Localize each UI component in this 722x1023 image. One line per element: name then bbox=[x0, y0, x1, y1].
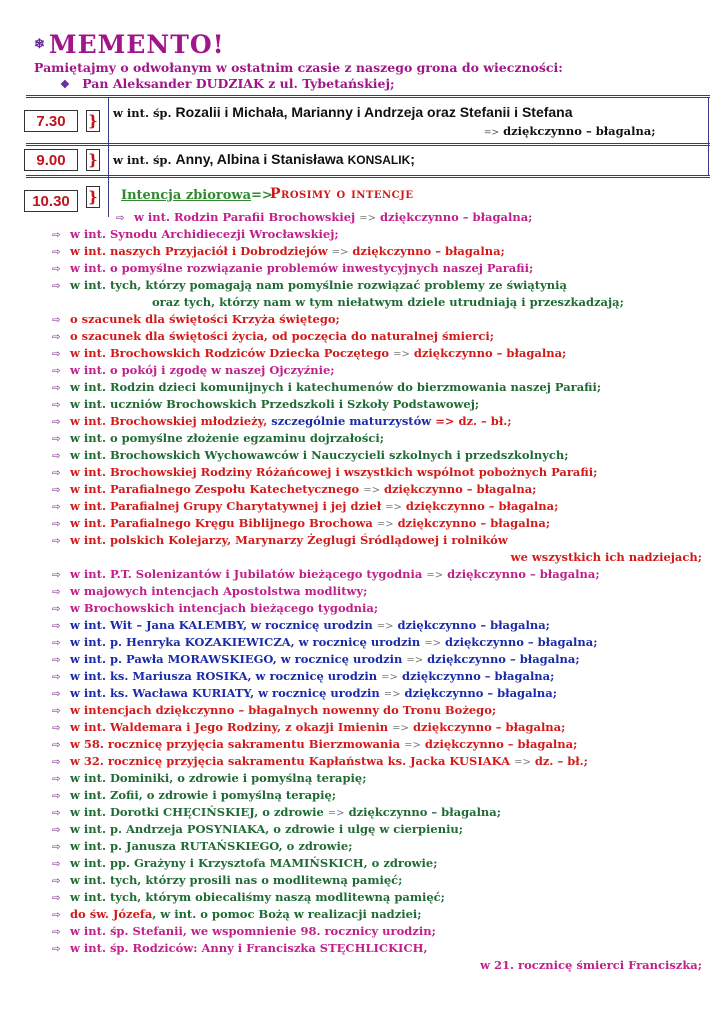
list-item-text: , w int. o pomoc Bożą w realizacji nadziei; bbox=[152, 907, 422, 921]
list-item-text: w int. Rodzin dzieci komunijnych i katechumenów do bierzmowania naszej Parafii; bbox=[70, 380, 602, 394]
arrow-bullet-icon: ⇨ bbox=[52, 230, 61, 241]
list-item-text: w int. Parafialnego Zespołu Katechetycznego bbox=[70, 482, 364, 496]
arrow-bullet-icon: ⇨ bbox=[52, 434, 61, 445]
brace-icon: } bbox=[86, 110, 100, 132]
list-item bbox=[52, 839, 712, 856]
list-item bbox=[52, 312, 712, 329]
list-item-text: w majowych intencjach Apostolstwa modlitwy; bbox=[70, 584, 368, 598]
arrow-bullet-icon: ⇨ bbox=[52, 910, 61, 921]
list-item bbox=[52, 414, 712, 431]
list-item-text: w int. ks. Wacława KURIATY, w rocznicę urodzin bbox=[70, 686, 384, 700]
list-item bbox=[52, 941, 712, 958]
list-item-text: w 21. rocznicę śmierci Franciszka; bbox=[480, 958, 702, 972]
list-item-text: w int. o pokój i zgodę w naszej Ojczyźnie; bbox=[70, 363, 335, 377]
list-item bbox=[52, 822, 712, 839]
list-item bbox=[52, 431, 712, 448]
list-item bbox=[52, 329, 712, 346]
list-item-text: dziękczynno – błagalna; bbox=[441, 635, 598, 649]
arrow-bullet-icon: ⇨ bbox=[52, 349, 61, 360]
list-item-text: => bbox=[424, 638, 442, 649]
list-item bbox=[52, 601, 712, 618]
arrow-bullet-icon: ⇨ bbox=[52, 740, 61, 751]
column-divider bbox=[708, 97, 709, 175]
list-item-text: dziękczynno – błagalna; bbox=[401, 499, 559, 513]
list-item-text: dziękczynno – błagalna; bbox=[348, 244, 505, 258]
list-item-text: w int. p. Pawła MORAWSKIEGO, w rocznicę urodzin bbox=[70, 652, 407, 666]
list-item-text: dziękczynno – błagalna; bbox=[420, 737, 578, 751]
list-item bbox=[52, 703, 712, 720]
arrow-bullet-icon: ⇨ bbox=[52, 944, 61, 955]
list-item bbox=[52, 465, 712, 482]
collective-intention-label: Intencja zbiorowa bbox=[121, 188, 252, 203]
memento-title: MEMENTO! bbox=[48, 30, 225, 59]
list-item-text: => bbox=[331, 247, 349, 258]
arrow-bullet-icon: ⇨ bbox=[52, 655, 61, 666]
list-item-text: w int. Dominiki, o zdrowie i pomyślną terapię; bbox=[70, 771, 367, 785]
list-item bbox=[52, 363, 712, 380]
arrow-bullet-icon: ⇨ bbox=[52, 791, 61, 802]
arrow-bullet-icon: ⇨ bbox=[52, 315, 61, 326]
list-item bbox=[52, 261, 712, 278]
arrow-bullet-icon: ⇨ bbox=[52, 859, 61, 870]
list-item-text: w intencjach dziękczynno – błagalnych nowenny do Tronu Bożego; bbox=[70, 703, 497, 717]
arrow-bullet-icon: ⇨ bbox=[52, 757, 61, 768]
list-item-text: oraz tych, którzy nam w tym niełatwym dziele utrudniają i przeszkadzają; bbox=[152, 295, 624, 309]
list-item-text: => dz. – bł.; bbox=[431, 414, 512, 428]
list-item-continuation bbox=[52, 958, 712, 975]
list-item-text: dziękczynno – błagalna; bbox=[393, 618, 550, 632]
list-item-text: do św. Józefa bbox=[70, 907, 153, 921]
list-item bbox=[52, 244, 712, 261]
list-item-text: we wszystkich ich nadziejach; bbox=[510, 550, 702, 564]
list-item bbox=[52, 533, 712, 550]
list-item-text: w int. naszych Przyjaciół i Dobrodziejów bbox=[70, 244, 332, 258]
list-item bbox=[52, 499, 712, 516]
brace-icon: } bbox=[86, 149, 100, 171]
list-item bbox=[52, 618, 712, 635]
list-item-text: => bbox=[363, 485, 380, 496]
list-item-text: szczególnie maturzystów bbox=[271, 414, 432, 428]
list-item bbox=[52, 210, 712, 227]
list-item-text: w int. tych, którzy prosili nas o modlitewną pamięć; bbox=[70, 873, 403, 887]
list-item-text: => bbox=[381, 672, 398, 683]
list-item-text: w int. Synodu Archidiecezji Wrocławskiej; bbox=[70, 227, 339, 241]
list-item-text: => bbox=[393, 349, 410, 360]
list-item bbox=[52, 720, 712, 737]
list-item-text: w int. Zofii, o zdrowie i pomyślną terapię; bbox=[70, 788, 337, 802]
arrow-bullet-icon: ⇨ bbox=[52, 893, 61, 904]
diamond-bullet-icon: ❖ bbox=[60, 78, 70, 91]
arrow-bullet-icon: ⇨ bbox=[52, 264, 61, 275]
list-item bbox=[52, 737, 712, 754]
arrow-bullet-icon: ⇨ bbox=[52, 247, 61, 258]
arrow-bullet-icon: ⇨ bbox=[52, 281, 61, 292]
list-item-text: w int. P.T. Solenizantów i Jubilatów bieżącego tygodnia bbox=[70, 567, 427, 581]
list-item-text: => bbox=[404, 740, 421, 751]
list-item-text: w int. p. Andrzeja POSYNIAKA, o zdrowie i ulgę w cierpieniu; bbox=[70, 822, 464, 836]
arrow-bullet-icon: ⇨ bbox=[52, 519, 61, 530]
list-item-text: w int. Brochowskiej młodzieży, bbox=[70, 414, 272, 428]
list-item-text: w int. uczniów Brochowskich Przedszkoli i Szkoły Podstawowej; bbox=[70, 397, 480, 411]
list-item bbox=[52, 567, 712, 584]
arrow-bullet-icon: ⇨ bbox=[52, 400, 61, 411]
list-item bbox=[52, 890, 712, 907]
list-item-text: w int. Parafialnej Grupy Charytatywnej i jej dzieł bbox=[70, 499, 386, 513]
list-item bbox=[52, 278, 712, 295]
list-item-text: w int. Brochowskiej Rodziny Różańcowej i wszystkich wspólnot pobożnych Parafii; bbox=[70, 465, 598, 479]
list-item-text: w int. o pomyślne rozwiązanie problemów inwestycyjnych naszej Parafii; bbox=[70, 261, 534, 275]
list-item-text: w 32. rocznicę przyjęcia sakramentu Kapłaństwa ks. Jacka KUSIAKA bbox=[70, 754, 515, 768]
list-item-continuation bbox=[52, 295, 712, 312]
memento-deceased bbox=[60, 76, 395, 91]
list-item-text: dziękczynno – błagalna; bbox=[423, 652, 580, 666]
arrow-bullet-icon: ⇨ bbox=[52, 689, 61, 700]
list-item-text: w int. pp. Grażyny i Krzysztofa MAMIŃSKICH, o zdrowie; bbox=[70, 856, 438, 870]
list-item bbox=[52, 924, 712, 941]
list-item-text: => bbox=[376, 519, 394, 530]
list-item-text: w int. Brochowskich Rodziców Dziecka Poczętego bbox=[70, 346, 394, 360]
request-intentions: Prosimy o intencje bbox=[270, 186, 414, 202]
arrow-bullet-icon: ⇨ bbox=[52, 604, 61, 615]
list-item-text: => bbox=[392, 723, 409, 734]
list-item-text: o szacunek dla świętości Krzyża świętego; bbox=[70, 312, 340, 326]
list-item-text: dziękczynno – błagalna; bbox=[375, 210, 533, 224]
list-item-text: => bbox=[385, 502, 402, 513]
list-item-text: dz. – bł.; bbox=[530, 754, 588, 768]
arrow-bullet-icon: ⇨ bbox=[52, 383, 61, 394]
list-item-text: w int. Waldemara i Jego Rodziny, z okazji Imienin bbox=[70, 720, 393, 734]
list-item-text: => bbox=[426, 570, 444, 581]
list-item-text: w Brochowskich intencjach bieżącego tygodnia; bbox=[70, 601, 379, 615]
list-item-text: => bbox=[376, 621, 394, 632]
divider bbox=[26, 175, 710, 178]
list-item-text: dziękczynno – błagalna; bbox=[443, 567, 600, 581]
list-item bbox=[52, 584, 712, 601]
list-item bbox=[52, 397, 712, 414]
arrow-bullet-icon: ⇨ bbox=[52, 672, 61, 683]
mass-intention-type: => dziękczynno – błagalna; bbox=[484, 124, 656, 138]
list-item bbox=[52, 754, 712, 771]
arrow-bullet-icon: ⇨ bbox=[52, 502, 61, 513]
arrow-bullet-icon: ⇨ bbox=[52, 587, 61, 598]
list-item bbox=[52, 669, 712, 686]
list-item-text: w int. tych, którym obiecaliśmy naszą modlitewną pamięć; bbox=[70, 890, 445, 904]
list-item bbox=[52, 907, 712, 924]
list-item-text: w int. Parafialnego Kręgu Biblijnego Brochowa bbox=[70, 516, 377, 530]
list-item bbox=[52, 346, 712, 363]
list-item bbox=[52, 635, 712, 652]
arrow-bullet-icon: ⇨ bbox=[52, 570, 61, 581]
list-item-text: => bbox=[406, 655, 424, 666]
arrow-bullet-icon: ⇨ bbox=[52, 621, 61, 632]
list-item-text: w int. polskich Kolejarzy, Marynarzy Żeglugi Śródlądowej i rolników bbox=[70, 533, 508, 547]
list-item bbox=[52, 482, 712, 499]
list-item-text: => bbox=[514, 757, 531, 768]
mass-time: 7.30 bbox=[24, 110, 78, 132]
arrow-bullet-icon: ⇨ bbox=[52, 808, 61, 819]
list-item bbox=[52, 805, 712, 822]
divider bbox=[26, 95, 710, 98]
list-item bbox=[52, 448, 712, 465]
mass-intention: w int. śp. Anny, Albina i Stanisława KONSALIK; bbox=[113, 151, 415, 167]
list-item-text: w int. o pomyślne złożenie egzaminu dojrzałości; bbox=[70, 431, 384, 445]
column-divider bbox=[108, 97, 109, 217]
intention-names: Rozalii i Michała, Marianny i Andrzeja oraz Stefanii i Stefana bbox=[175, 104, 573, 120]
list-item-text: w int. Dorotki CHĘCIŃSKIEJ, o zdrowie bbox=[70, 805, 328, 819]
mass-intention: w int. śp. Rozalii i Michała, Marianny i Andrzeja oraz Stefanii i Stefana bbox=[113, 104, 573, 120]
memento-subtitle: Pamiętajmy o odwołanym w ostatnim czasie z naszego grona do wieczności: bbox=[34, 60, 563, 75]
deceased-name: Pan Aleksander DUDZIAK z ul. Tybetańskiej; bbox=[82, 76, 395, 91]
list-item-text: => bbox=[359, 213, 376, 224]
list-item-text: => bbox=[383, 689, 401, 700]
arrow-bullet-icon: ⇨ bbox=[52, 774, 61, 785]
mass-time: 10.30 bbox=[24, 190, 78, 212]
list-item-text: dziękczynno – błagalna; bbox=[397, 669, 555, 683]
list-item-text: dziękczynno – błagalna; bbox=[393, 516, 551, 530]
list-item-text: w int. tych, którzy pomagają nam pomyślnie rozwiązać problemy ze świątynią bbox=[70, 278, 567, 292]
memento-header bbox=[34, 30, 225, 59]
arrow-bullet-icon: ⇨ bbox=[52, 417, 61, 428]
list-item-text: w int. p. Henryka KOZAKIEWICZA, w rocznicę urodzin bbox=[70, 635, 425, 649]
arrow-icon: => bbox=[251, 188, 273, 203]
arrow-bullet-icon: ⇨ bbox=[52, 536, 61, 547]
list-item bbox=[52, 771, 712, 788]
arrow-bullet-icon: ⇨ bbox=[52, 468, 61, 479]
arrow-bullet-icon: ⇨ bbox=[52, 876, 61, 887]
divider bbox=[26, 143, 710, 146]
list-item bbox=[52, 652, 712, 669]
list-item-text: dziękczynno – błagalna; bbox=[400, 686, 557, 700]
list-item-text: o szacunek dla świętości życia, od poczęcia do naturalnej śmierci; bbox=[70, 329, 494, 343]
list-item-text: w int. p. Janusza RUTAŃSKIEGO, o zdrowie; bbox=[70, 839, 353, 853]
list-item-text: w 58. rocznicę przyjęcia sakramentu Bierzmowania bbox=[70, 737, 405, 751]
list-item-continuation bbox=[52, 550, 712, 567]
arrow-bullet-icon: ⇨ bbox=[52, 825, 61, 836]
arrow-bullet-icon: ⇨ bbox=[52, 638, 61, 649]
list-item bbox=[52, 788, 712, 805]
list-item-text: w int. Rodzin Parafii Brochowskiej bbox=[134, 210, 360, 224]
list-item bbox=[52, 856, 712, 873]
list-item-text: dziękczynno – błagalna; bbox=[408, 720, 566, 734]
list-item-text: w int. ks. Mariusza ROSIKA, w rocznicę urodzin bbox=[70, 669, 382, 683]
arrow-bullet-icon: ⇨ bbox=[52, 927, 61, 938]
list-item-text: w int. śp. Rodziców: Anny i Franciszka STĘCHLICKICH, bbox=[70, 941, 428, 955]
arrow-bullet-icon: ⇨ bbox=[52, 366, 61, 377]
list-item-text: w int. Brochowskich Wychowawców i Nauczycieli szkolnych i przedszkolnych; bbox=[70, 448, 569, 462]
list-item-text: dziękczynno – błagalna; bbox=[344, 805, 501, 819]
list-item-text: dziękczynno – błagalna; bbox=[379, 482, 537, 496]
intention-list bbox=[52, 210, 712, 975]
list-item bbox=[52, 686, 712, 703]
list-item-text: dziękczynno – błagalna; bbox=[409, 346, 567, 360]
arrow-bullet-icon: ⇨ bbox=[52, 485, 61, 496]
mass-time: 9.00 bbox=[24, 149, 78, 171]
arrow-bullet-icon: ⇨ bbox=[52, 332, 61, 343]
list-item-text: w int. Wit – Jana KALEMBY, w rocznicę urodzin bbox=[70, 618, 377, 632]
list-item bbox=[52, 873, 712, 890]
list-item bbox=[52, 380, 712, 397]
list-item bbox=[52, 516, 712, 533]
arrow-bullet-icon: ⇨ bbox=[52, 842, 61, 853]
brace-icon: } bbox=[86, 186, 100, 208]
list-item-text: => bbox=[327, 808, 345, 819]
arrow-bullet-icon: ⇨ bbox=[52, 723, 61, 734]
snowflake-icon: ❄ bbox=[34, 37, 45, 52]
list-item bbox=[52, 227, 712, 244]
list-item-text: w int. śp. Stefanii, we wspomnienie 98. rocznicy urodzin; bbox=[70, 924, 436, 938]
arrow-bullet-icon: ⇨ bbox=[52, 451, 61, 462]
arrow-bullet-icon: ⇨ bbox=[116, 213, 125, 224]
arrow-bullet-icon: ⇨ bbox=[52, 706, 61, 717]
